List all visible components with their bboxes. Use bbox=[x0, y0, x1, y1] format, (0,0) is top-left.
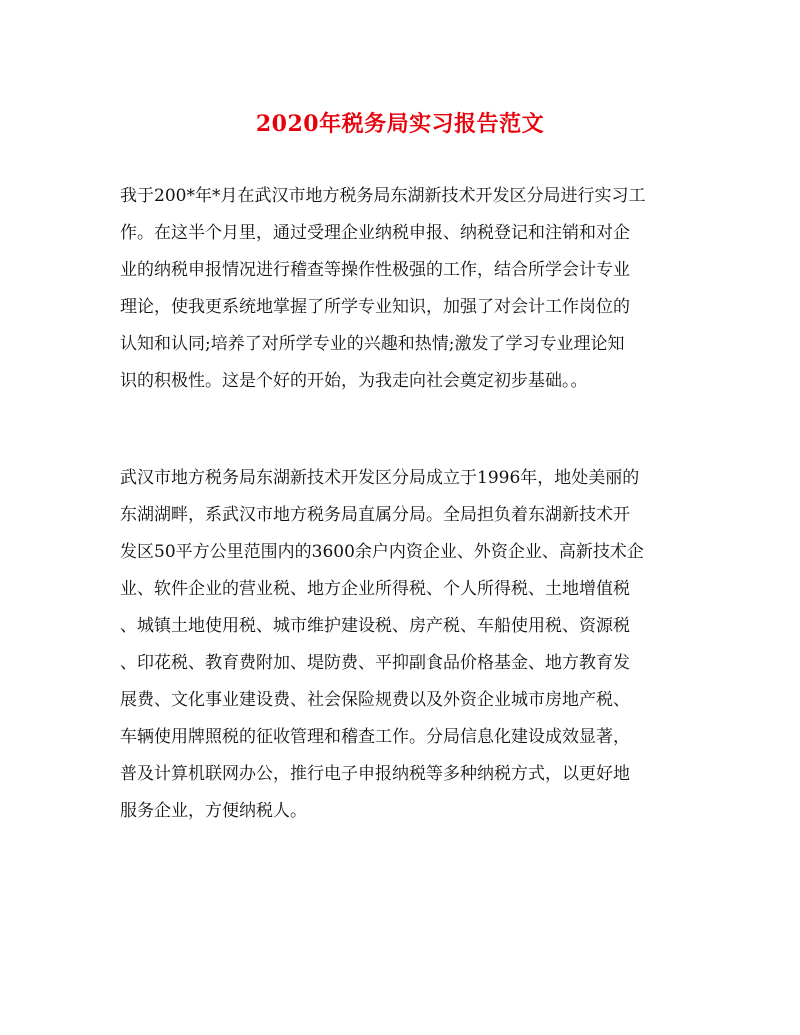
paragraph-line: 业、软件企业的营业税、地方企业所得税、个人所得税、土地增值税 bbox=[120, 579, 630, 599]
paragraph-line: 发区50平方公里范围内的3600余户内资企业、外资企业、高新技术企 bbox=[120, 542, 644, 562]
paragraph-line: 车辆使用牌照税的征收管理和稽查工作。分局信息化建设成效显著， bbox=[120, 727, 630, 747]
paragraph-line: 我于200*年*月在武汉市地方税务局东湖新技术开发区分局进行实习工 bbox=[120, 186, 646, 206]
document-title: 2020年税务局实习报告范文 bbox=[255, 111, 545, 137]
paragraph-line: 理论，使我更系统地掌握了所学专业知识，加强了对会计工作岗位的 bbox=[120, 297, 630, 317]
paragraph-line: 展费、文化事业建设费、社会保险规费以及外资企业城市房地产税、 bbox=[120, 690, 630, 710]
paragraph-line: 作。在这半个月里，通过受理企业纳税申报、纳税登记和注销和对企 bbox=[120, 223, 630, 243]
paragraph-2 bbox=[120, 460, 682, 830]
paragraph-1 bbox=[120, 178, 682, 400]
paragraph-line: 业的纳税申报情况进行稽查等操作性极强的工作，结合所学会计专业 bbox=[120, 260, 630, 280]
paragraph-line: 识的积极性。这是个好的开始，为我走向社会奠定初步基础。。 bbox=[120, 371, 588, 391]
paragraph-line: 、印花税、教育费附加、堤防费、平抑副食品价格基金、地方教育发 bbox=[120, 653, 630, 673]
paragraph-line: 东湖湖畔，系武汉市地方税务局直属分局。全局担负着东湖新技术开 bbox=[120, 505, 630, 525]
paragraph-line: 武汉市地方税务局东湖新技术开发区分局成立于1996年，地处美丽的 bbox=[120, 468, 640, 488]
paragraph-line: 普及计算机联网办公，推行电子申报纳税等多种纳税方式，以更好地 bbox=[120, 764, 630, 784]
paragraph-line: 认知和认同;培养了对所学专业的兴趣和热情;激发了学习专业理论知 bbox=[120, 334, 625, 354]
paragraph-line: 服务企业，方便纳税人。 bbox=[120, 801, 307, 821]
paragraph-line: 、城镇土地使用税、城市维护建设税、房产税、车船使用税、资源税 bbox=[120, 616, 630, 636]
